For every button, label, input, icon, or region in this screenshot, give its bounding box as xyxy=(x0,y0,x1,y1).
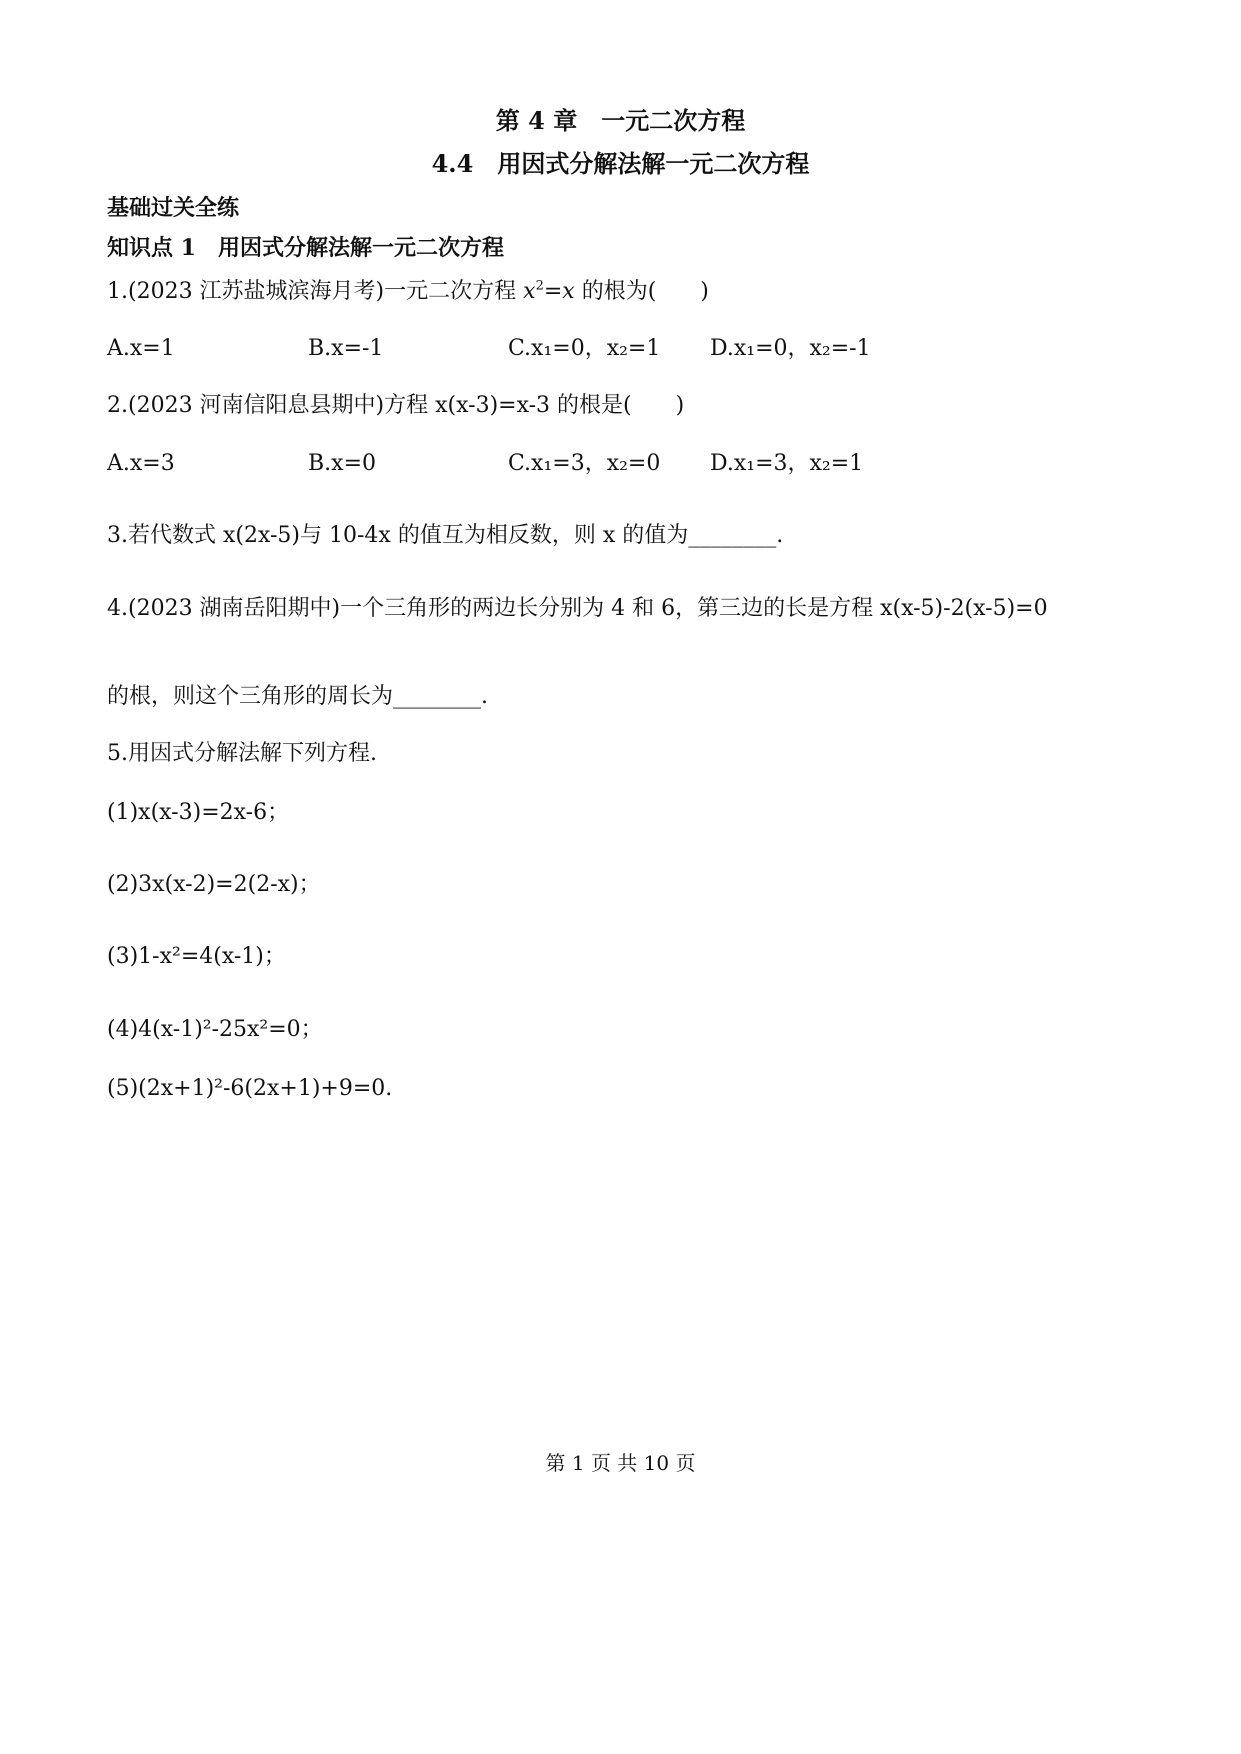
section-label: 基础过关全练 xyxy=(107,195,240,221)
q2-option-a: A.x=3 xyxy=(107,451,175,476)
page-footer: 第 1 页 共 10 页 xyxy=(545,1451,696,1475)
question-1-suffix: 的根为( ) xyxy=(574,279,709,304)
question-5: 5.用因式分解法解下列方程. xyxy=(107,741,377,766)
question-2: 2.(2023 河南信阳息县期中)方程 x(x-3)=x-3 的根是( ) xyxy=(107,393,685,418)
q1-equals: = xyxy=(543,279,563,304)
q1-var: x xyxy=(523,279,536,304)
question-1-prefix: 1.(2023 江苏盐城滨海月考)一元二次方程 xyxy=(107,279,524,304)
q5-part-2: (2)3x(x-2)=2(2-x)； xyxy=(107,872,321,897)
q1-var-2: x xyxy=(562,279,575,304)
q2-option-d: D.x₁=3，x₂=1 xyxy=(710,451,864,476)
q5-part-3: (3)1-x²=4(x-1)； xyxy=(107,944,286,969)
q5-part-5: (5)(2x+1)²-6(2x+1)+9=0. xyxy=(107,1076,393,1101)
chapter-heading: 第 4 章 一元二次方程 xyxy=(495,106,746,135)
q5-part-1: (1)x(x-3)=2x-6； xyxy=(107,800,290,825)
chapter-title xyxy=(0,106,1241,136)
q1-option-d: D.x₁=0，x₂=-1 xyxy=(710,336,871,361)
q1-option-c: C.x₁=0，x₂=1 xyxy=(508,336,661,361)
q2-option-c: C.x₁=3，x₂=0 xyxy=(508,451,661,476)
question-4-line-1: 4.(2023 湖南岳阳期中)一个三角形的两边长分别为 4 和 6，第三边的长是方程 x(x-5)-2(x-5)=0 xyxy=(107,596,1048,621)
question-1 xyxy=(107,277,709,307)
question-4-line-2: 的根，则这个三角形的周长为________. xyxy=(107,684,488,709)
section-title xyxy=(0,149,1241,179)
section-heading: 4.4 用因式分解法解一元二次方程 xyxy=(431,149,810,178)
q1-option-b: B.x=-1 xyxy=(308,336,384,361)
q5-part-4: (4)4(x-1)²-25x²=0； xyxy=(107,1017,323,1042)
knowledge-point-label: 知识点 1 用因式分解法解一元二次方程 xyxy=(107,235,504,261)
q2-option-b: B.x=0 xyxy=(308,451,376,476)
q1-option-a: A.x=1 xyxy=(107,336,175,361)
q1-exponent: 2 xyxy=(535,278,544,294)
question-3: 3.若代数式 x(2x-5)与 10-4x 的值互为相反数，则 x 的值为________. xyxy=(107,523,784,548)
